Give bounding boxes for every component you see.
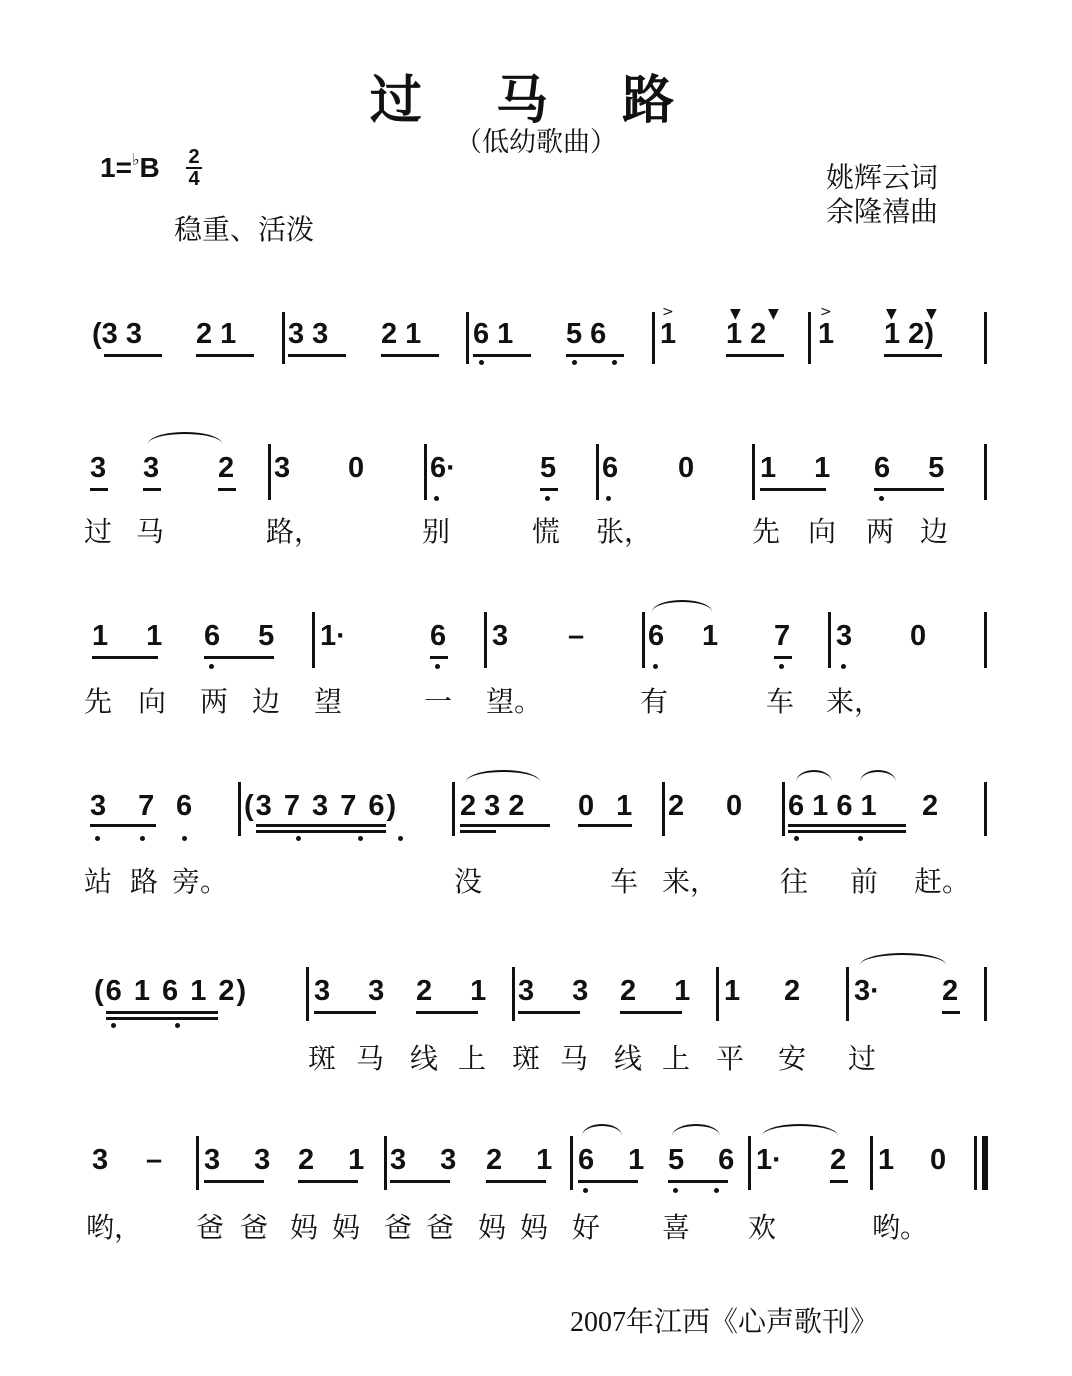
barline bbox=[652, 312, 655, 364]
key-signature bbox=[100, 150, 160, 184]
note: 7 bbox=[774, 620, 791, 652]
lyric: 没 bbox=[454, 865, 483, 898]
note-group: 6 5 bbox=[874, 452, 945, 484]
time-signature bbox=[186, 148, 202, 188]
flat-sign: ♭ bbox=[131, 152, 140, 169]
note-group: 1 1 bbox=[760, 452, 831, 484]
barline bbox=[984, 444, 987, 500]
key-note: B bbox=[139, 152, 160, 183]
note-group: 2 1 bbox=[416, 975, 487, 1007]
note-group: 2 1 bbox=[486, 1144, 553, 1176]
time-signature-bottom: 4 bbox=[188, 168, 200, 190]
note: 2 bbox=[784, 975, 801, 1007]
note-group: 2 1 bbox=[196, 318, 237, 350]
note: 6 bbox=[430, 620, 447, 652]
barline bbox=[846, 967, 849, 1021]
lyric: 往 bbox=[780, 865, 809, 898]
barline bbox=[782, 782, 785, 836]
barline bbox=[196, 1136, 199, 1190]
note: – bbox=[146, 1144, 163, 1176]
lyric: 望。 bbox=[486, 685, 543, 718]
barline bbox=[424, 444, 427, 500]
lyric: 两 bbox=[866, 515, 895, 548]
lyric: 爸 bbox=[426, 1211, 455, 1244]
lyric: 路 bbox=[130, 865, 159, 898]
lyric: 爸 bbox=[196, 1211, 225, 1244]
note: 3 bbox=[836, 620, 853, 652]
lyric: 边 bbox=[920, 515, 949, 548]
note: 1 bbox=[724, 975, 741, 1007]
note: 0 bbox=[726, 790, 743, 822]
lyric: 线 bbox=[410, 1042, 439, 1075]
lyric: 欢 bbox=[748, 1211, 777, 1244]
lyric: 张， bbox=[596, 515, 653, 548]
lyric: 边 bbox=[252, 685, 281, 718]
barline bbox=[662, 782, 665, 836]
note-group: (6 1 6 1 2) bbox=[94, 975, 249, 1007]
note-group: 6 1 6 1 bbox=[788, 790, 877, 822]
note: 2 bbox=[218, 452, 235, 484]
lyric: 上 bbox=[458, 1042, 487, 1075]
note-group: 2 1 bbox=[381, 318, 422, 350]
note: 3 bbox=[492, 620, 509, 652]
note: 0 bbox=[348, 452, 365, 484]
lyric: 平 bbox=[716, 1042, 745, 1075]
barline bbox=[748, 1136, 751, 1190]
note: 2 bbox=[942, 975, 959, 1007]
note-group: 3 3 bbox=[288, 318, 329, 350]
source-citation: 2007年江西《心声歌刊》 bbox=[570, 1307, 879, 1338]
lyric: 妈 bbox=[478, 1211, 507, 1244]
barline bbox=[596, 444, 599, 500]
note: 3 bbox=[143, 452, 160, 484]
barline bbox=[306, 967, 309, 1021]
note-group: 6 1 bbox=[473, 318, 514, 350]
note-group: (3 3 bbox=[92, 318, 142, 350]
lyric: 好 bbox=[572, 1211, 601, 1244]
lyric: 哟。 bbox=[872, 1211, 929, 1244]
note: – bbox=[568, 620, 585, 652]
final-barline-thin bbox=[974, 1136, 977, 1190]
note: 2 bbox=[830, 1144, 847, 1176]
lyric: 向 bbox=[808, 515, 837, 548]
note-group: 6 5 bbox=[204, 620, 275, 652]
note: 3· bbox=[854, 975, 880, 1007]
note-group: 3 7 bbox=[90, 790, 155, 822]
lyric: 安 bbox=[778, 1042, 807, 1075]
note-group: 0 1 bbox=[578, 790, 633, 822]
note: 1 bbox=[878, 1144, 895, 1176]
note: 2 bbox=[922, 790, 939, 822]
note: 1· bbox=[320, 620, 346, 652]
lyric: 车 bbox=[766, 685, 795, 718]
lyric: 过 bbox=[84, 515, 113, 548]
note-group: 1 1 bbox=[92, 620, 163, 652]
lyric: 喜 bbox=[662, 1211, 691, 1244]
barline bbox=[828, 612, 831, 668]
song-subtitle: （低幼歌曲） bbox=[455, 127, 617, 157]
barline bbox=[984, 612, 987, 668]
tempo-marking: 稳重、活泼 bbox=[174, 215, 315, 246]
lyric: 慌 bbox=[532, 515, 561, 548]
note-group: 5 6 bbox=[668, 1144, 735, 1176]
final-barline-thick bbox=[982, 1136, 988, 1190]
song-title: 过 马 路 bbox=[369, 71, 703, 131]
note-group: 5 6 bbox=[566, 318, 607, 350]
barline bbox=[466, 312, 469, 364]
lyric: 爸 bbox=[240, 1211, 269, 1244]
lyric: 先 bbox=[84, 685, 113, 718]
lyric: 妈 bbox=[332, 1211, 361, 1244]
note-group: 1 2 bbox=[726, 318, 767, 350]
lyric: 车 bbox=[610, 865, 639, 898]
barline bbox=[312, 612, 315, 668]
lyric: 赶。 bbox=[914, 865, 971, 898]
lyric: 来， bbox=[662, 865, 719, 898]
lyric: 妈 bbox=[520, 1211, 549, 1244]
lyric: 两 bbox=[200, 685, 229, 718]
barline bbox=[384, 1136, 387, 1190]
barline bbox=[570, 1136, 573, 1190]
barline bbox=[808, 312, 811, 364]
barline bbox=[512, 967, 515, 1021]
key-prefix: 1= bbox=[100, 152, 132, 183]
composer-credit: 余隆禧曲 bbox=[826, 197, 939, 228]
note-group: 3 3 bbox=[314, 975, 385, 1007]
note: 0 bbox=[930, 1144, 947, 1176]
lyric: 上 bbox=[662, 1042, 691, 1075]
note: 3 bbox=[90, 452, 107, 484]
lyric: 别 bbox=[422, 515, 451, 548]
note: 6 bbox=[602, 452, 619, 484]
note-group: 3 3 bbox=[390, 1144, 457, 1176]
lyric: 哟， bbox=[86, 1211, 143, 1244]
lyric: 斑 bbox=[308, 1042, 337, 1075]
note: 6 bbox=[648, 620, 665, 652]
note: 1· bbox=[756, 1144, 782, 1176]
note: 1 bbox=[702, 620, 719, 652]
lyric: 爸 bbox=[384, 1211, 413, 1244]
lyric: 过 bbox=[848, 1042, 877, 1075]
lyricist-credit: 姚辉云词 bbox=[826, 163, 939, 194]
note-group: 6 1 bbox=[578, 1144, 645, 1176]
lyric: 马 bbox=[356, 1042, 385, 1075]
note-group: 1 2) bbox=[884, 318, 934, 350]
lyric: 旁。 bbox=[172, 865, 229, 898]
note: 5 bbox=[540, 452, 557, 484]
barline bbox=[282, 312, 285, 364]
note: 3 bbox=[274, 452, 291, 484]
time-signature-top: 2 bbox=[188, 146, 200, 168]
lyric: 向 bbox=[138, 685, 167, 718]
barline bbox=[642, 612, 645, 668]
barline bbox=[984, 782, 987, 836]
barline bbox=[752, 444, 755, 500]
lyric: 站 bbox=[84, 865, 113, 898]
note-group: 3 3 bbox=[204, 1144, 271, 1176]
note: 0 bbox=[678, 452, 695, 484]
barline bbox=[716, 967, 719, 1021]
barline bbox=[984, 967, 987, 1021]
note-group: 3 3 bbox=[518, 975, 589, 1007]
note-group: 2 3 2 bbox=[460, 790, 525, 822]
barline bbox=[452, 782, 455, 836]
note-group: 2 1 bbox=[298, 1144, 365, 1176]
lyric: 路， bbox=[266, 515, 323, 548]
barline bbox=[984, 312, 987, 364]
lyric: 妈 bbox=[290, 1211, 319, 1244]
lyric: 来， bbox=[826, 685, 883, 718]
lyric: 有 bbox=[640, 685, 669, 718]
lyric: 先 bbox=[752, 515, 781, 548]
barline bbox=[484, 612, 487, 668]
lyric: 望 bbox=[314, 685, 343, 718]
lyric: 马 bbox=[560, 1042, 589, 1075]
lyric: 马 bbox=[136, 515, 165, 548]
barline bbox=[238, 782, 241, 836]
lyric: 斑 bbox=[512, 1042, 541, 1075]
lyric: 一 bbox=[424, 685, 453, 718]
note: 3 bbox=[92, 1144, 109, 1176]
note: 6 bbox=[176, 790, 193, 822]
note: 0 bbox=[910, 620, 927, 652]
lyric: 前 bbox=[850, 865, 879, 898]
note-group: 2 1 bbox=[620, 975, 691, 1007]
barline bbox=[870, 1136, 873, 1190]
note-group: 1 bbox=[660, 318, 677, 350]
note-group: (3 7 3 7 6) bbox=[244, 790, 399, 822]
note-group: 1 bbox=[818, 318, 835, 350]
note: 6· bbox=[430, 452, 456, 484]
note: 2 bbox=[668, 790, 685, 822]
barline bbox=[268, 444, 271, 500]
lyric: 线 bbox=[614, 1042, 643, 1075]
